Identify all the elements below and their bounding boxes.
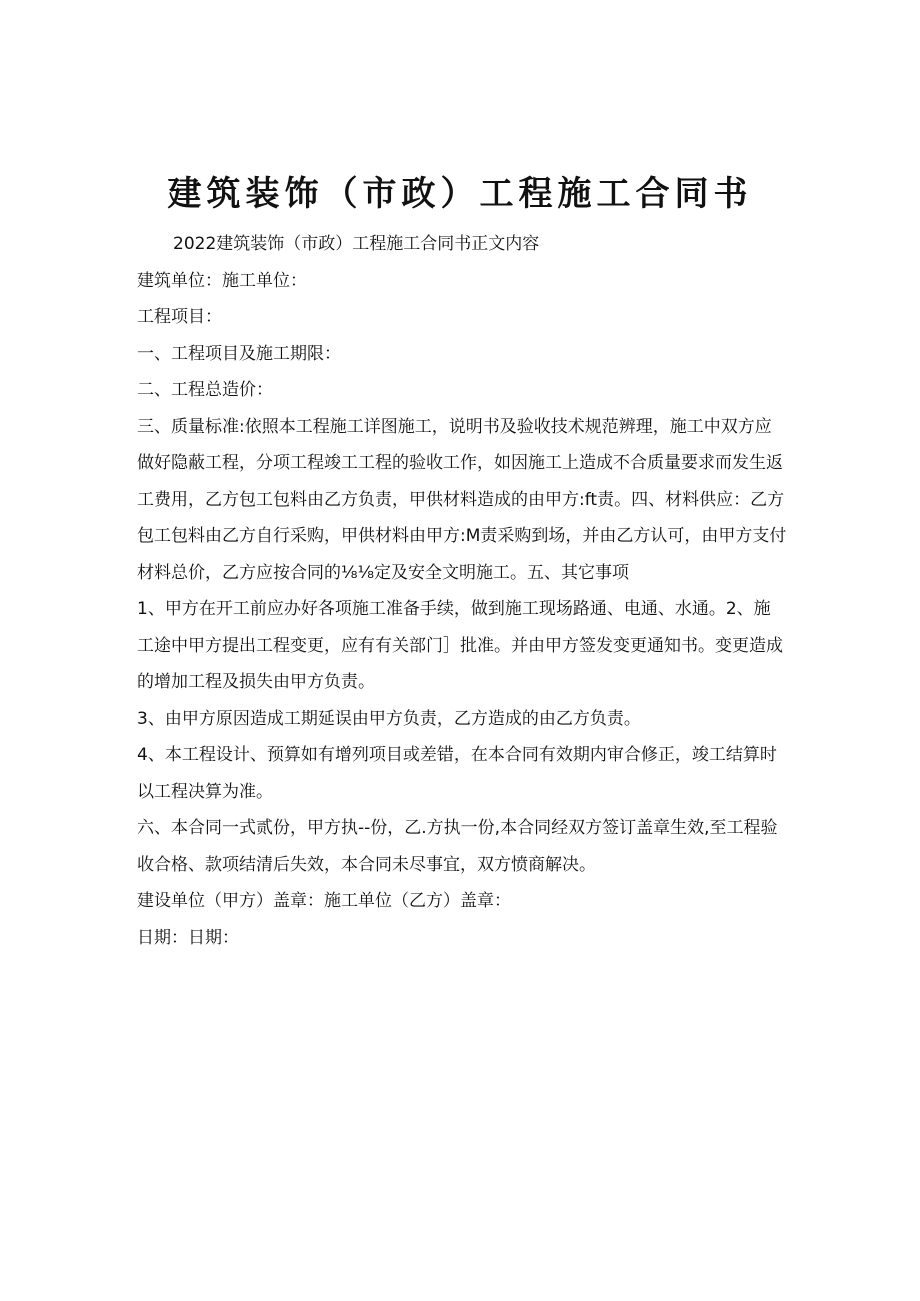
clause-2-total-cost: 二、工程总造价： — [137, 380, 273, 400]
parties-line: 建筑单位：施工单位： — [137, 270, 307, 291]
document-title: 建筑装饰（市政）工程施工合同书 — [167, 173, 753, 214]
clause-other-items-1-2: 1、甲方在开工前应办好各项施工准备手续，做到施工现场路通、电通、水通。2、施工途中甲方提出工程变更，应有有关部门］批准。并由甲方签发变更通知书。变更造成的增加工程及损失由甲方负责。 — [137, 599, 783, 692]
project-line: 工程项目： — [137, 307, 222, 327]
clause-3-4-5-quality-materials: 三、质量标准:依照本工程施工详图施工，说明书及验收技术规范辨理，施工中双方应做好隐蔽工程，分项工程竣工工程的验收工作，如因施工上造成不合质量要求而发生返工费用，乙方包工包料由乙方负责，甲供材料造成的由甲方:ft责。四、材料供应：乙方包工包料由乙方自行采购，甲供材料由甲方:M责采购到场，并由乙方认可，由甲方支付材料总价，乙方应按合同的⅛⅛定及安全文明施工。五、其它事项 — [137, 416, 787, 583]
clause-6-copies: 六、本合同一式贰份，甲方执--份，乙.方执一份,本合同经双方签订盖章生效,至工程验收合格、款项结清后失效，本合同未尽事宜，双方愤商解决。 — [137, 818, 778, 875]
document-subtitle: 2022建筑装饰（市政）工程施工合同书正文内容 — [173, 234, 540, 254]
signature-line: 建设单位（甲方）盖章：施工单位（乙方）盖章： — [137, 891, 511, 911]
document-body — [137, 226, 787, 956]
date-line: 日期：日期： — [137, 927, 239, 948]
clause-other-items-4: 4、本工程设计、预算如有增列项目或差错，在本合同有效期内审合修正，竣工结算时以工程决算为准。 — [137, 745, 777, 802]
clause-1-project-period: 一、工程项目及施工期限： — [137, 343, 341, 364]
clause-other-items-3: 3、由甲方原因造成工期延误由甲方负责，乙方造成的由乙方负责。 — [137, 708, 641, 729]
